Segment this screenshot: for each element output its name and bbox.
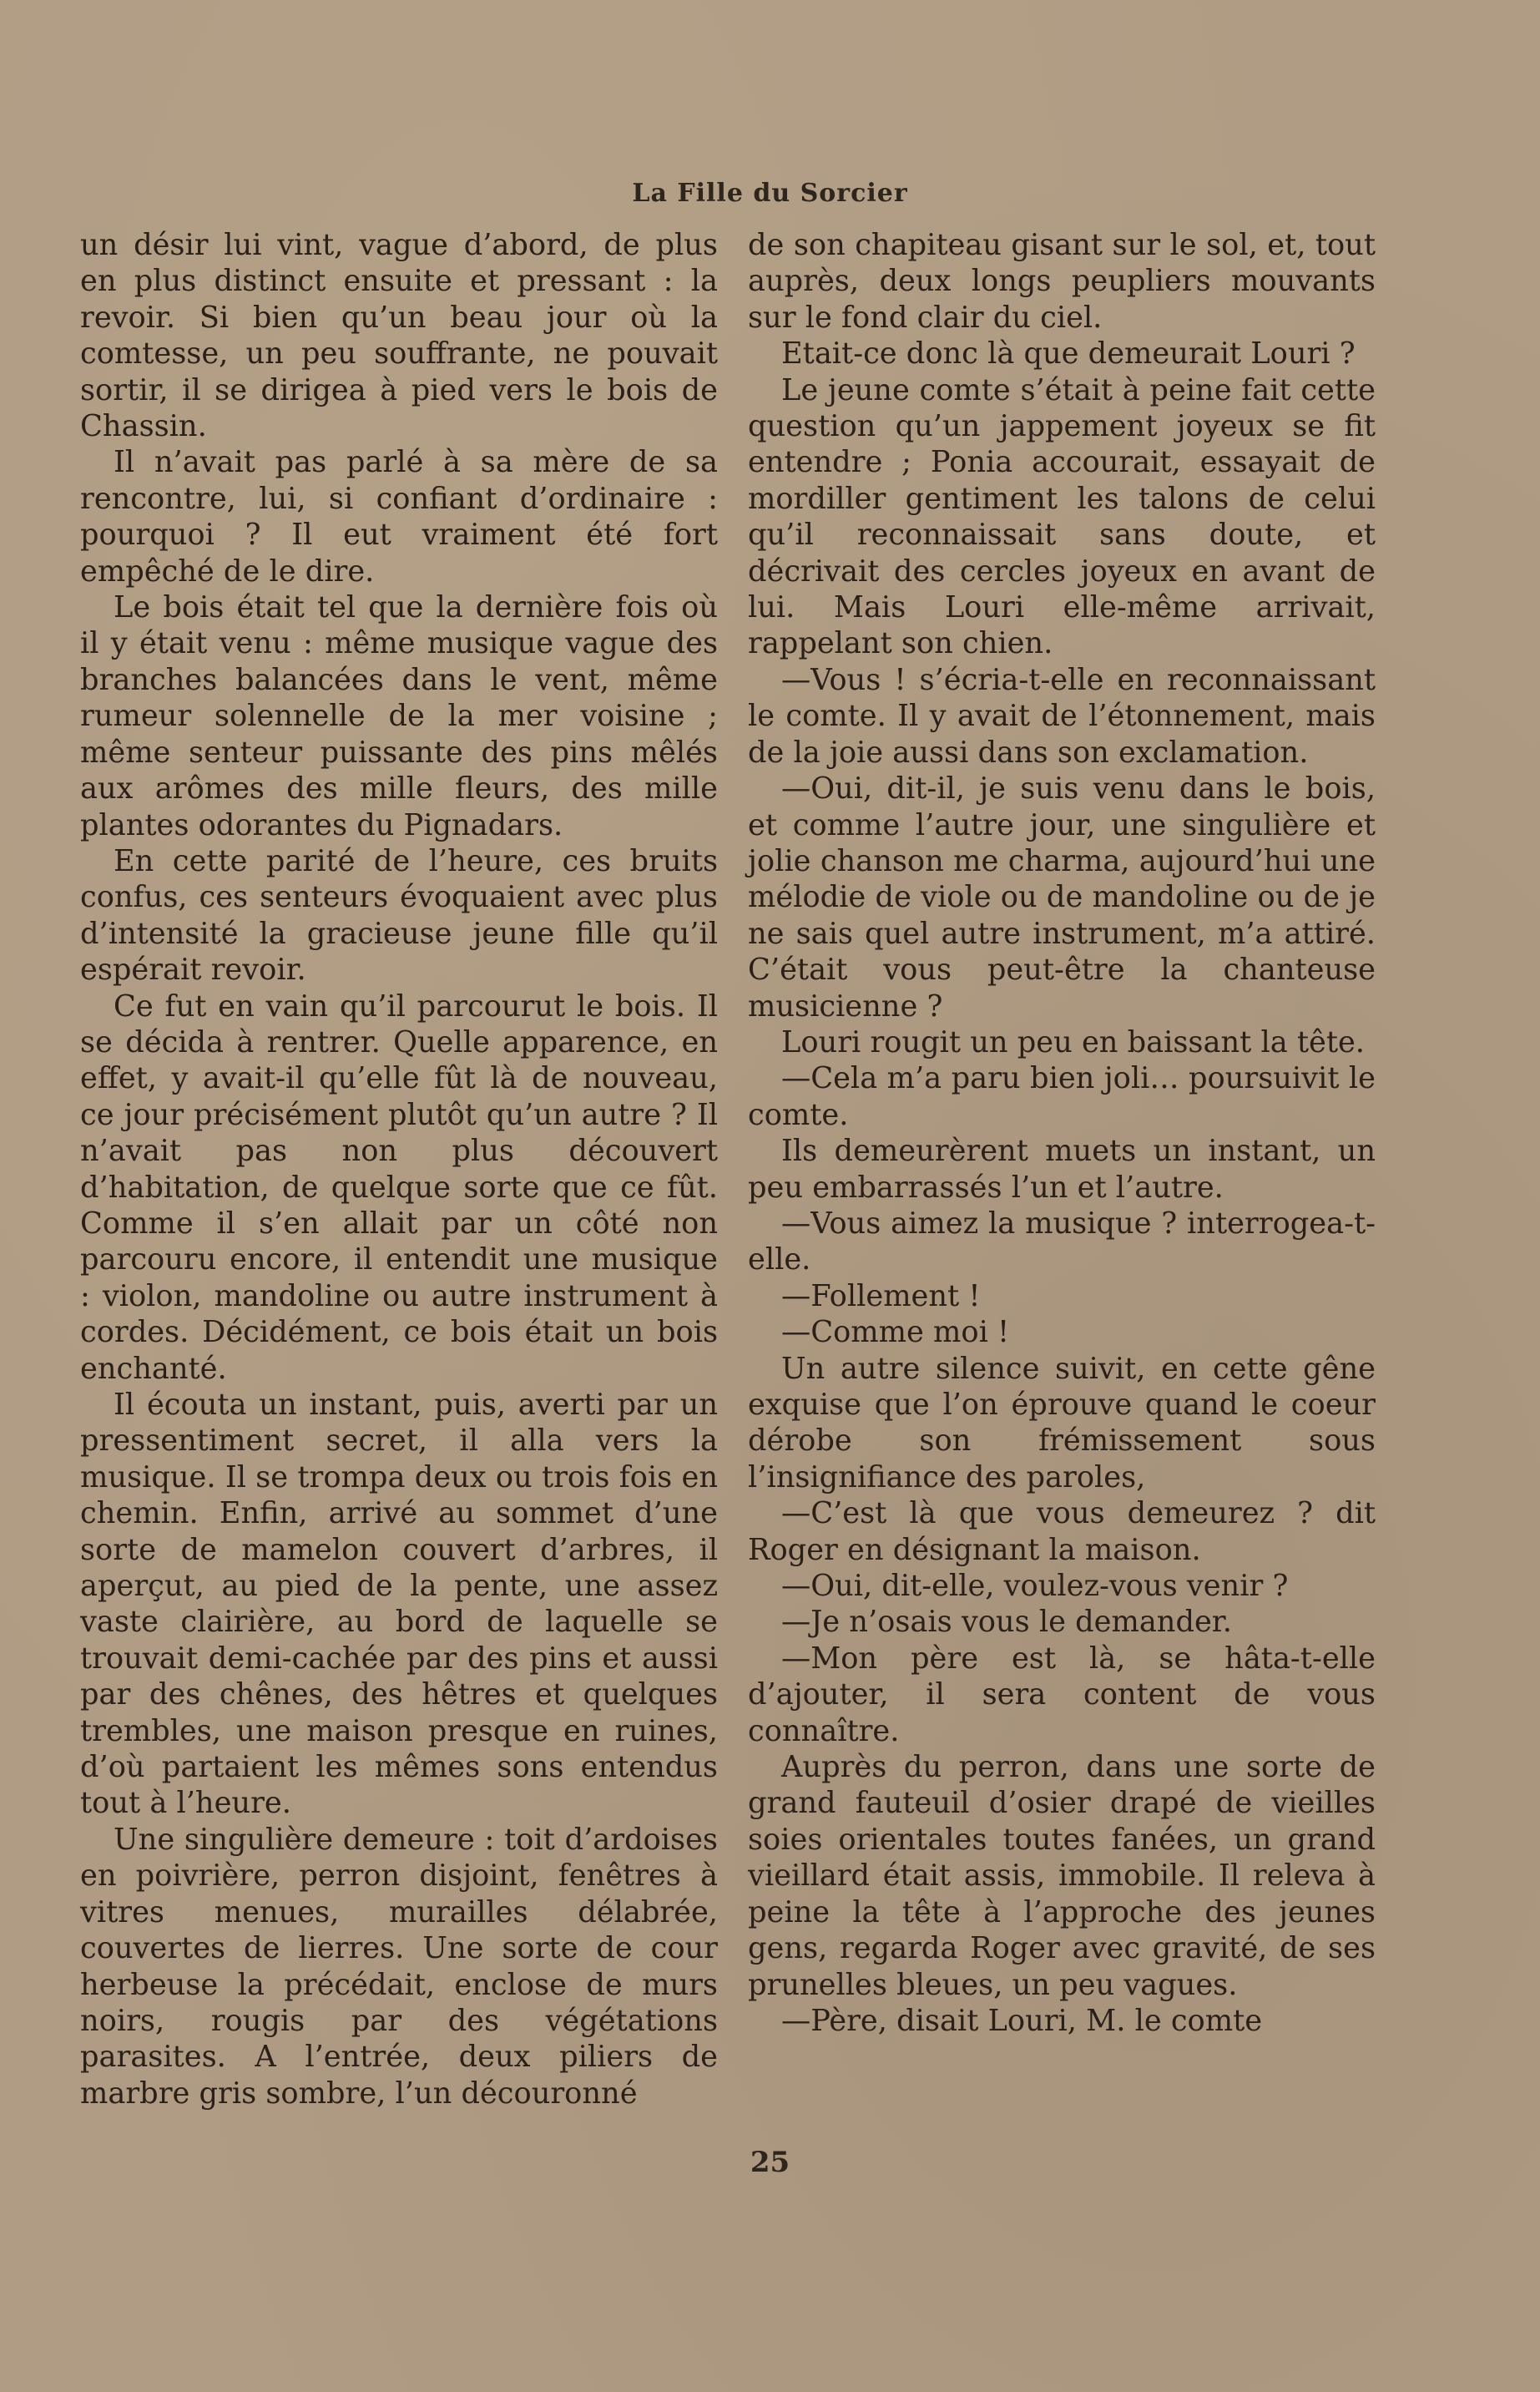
right-column [748,227,1376,2039]
paragraph: Le bois était tel que la dernière fois où il y était venu : même musique vague des branches balancées dans le vent, même rumeur solennelle de la mer voisine ; même senteur puissante des pins mêlés aux arômes des mille fleurs, des mille plantes odorantes du Pignadars. [80,590,718,842]
paragraph: En cette parité de l’heure, ces bruits confus, ces senteurs évoquaient avec plus d’intensité la gracieuse jeune fille qu’il espérait revoir. [80,843,718,988]
paragraph: Une singulière demeure : toit d’ardoises en poivrière, perron disjoint, fenêtres à vitres menues, murailles délabrée, couvertes de lierres. Une sorte de cour herbeuse la précédait, enclose de murs noirs, rougis par des végétations parasites. A l’entrée, deux piliers de marbre gris sombre, l’un découronné [80,1822,718,2111]
paragraph: —Oui, dit-elle, voulez-vous venir ? [781,1569,1289,1604]
paragraph: —Mon père est là, se hâta-t-elle d’ajouter, il sera content de vous connaître. [748,1641,1376,1748]
paragraph: Il n’avait pas parlé à sa mère de sa rencontre, lui, si confiant d’ordinaire : pourquoi ? Il eut vraiment été fort empêché de le dire. [80,445,718,589]
paragraph: —Vous aimez la musique ? interrogea-t-elle. [748,1206,1376,1277]
paragraph: Etait-ce donc là que demeurait Louri ? [781,336,1356,372]
paragraph: —Follement ! [781,1278,981,1313]
paragraph: Le jeune comte s’était à peine fait cette question qu’un jappement joyeux se fit entendre ; Ponia accourait, essayait de mordiller gentiment les talons de celui qu’il reconnaissait sans doute, et décrivait des cercles joyeux en avant de lui. Mais Louri elle-même arrivait, rappelant son chien. [748,372,1376,661]
paragraph: Ils demeurèrent muets un instant, un peu embarrassés l’un et l’autre. [748,1134,1376,1205]
paragraph: —Vous ! s’écria-t-elle en reconnaissant le comte. Il y avait de l’étonnement, mais de la joie aussi dans son exclamation. [748,662,1376,770]
paragraph: —Oui, dit-il, je suis venu dans le bois, et comme l’autre jour, une singulière et jolie chanson me charma, aujourd’hui une mélodie de viole ou de mandoline ou de je ne sais quel autre instrument, m’a attiré. C’était vous peut-être la chanteuse musicienne ? [748,771,1376,1024]
paragraph: Ce fut en vain qu’il parcourut le bois. Il se décida à rentrer. Quelle apparence, en effet, y avait-il qu’elle fût là de nouveau, ce jour précisément plutôt qu’un autre ? Il n’avait pas non plus découvert d’habitation, de quelque sorte que ce fût. Comme il s’en allait par un côté non parcouru encore, il entendit une musique : violon, mandoline ou autre instrument à cordes. Décidément, ce bois était un bois enchanté. [80,989,718,1386]
paragraph: de son chapiteau gisant sur le sol, et, tout auprès, deux longs peupliers mouvants sur le fond clair du ciel. [748,228,1376,335]
paragraph: —Cela m’a paru bien joli… poursuivit le comte. [748,1061,1376,1132]
paragraph: —C’est là que vous demeurez ? dit Roger en désignant la maison. [748,1496,1376,1567]
paragraph: un désir lui vint, vague d’abord, de plus en plus distinct ensuite et pressant : la revoir. Si bien qu’un beau jour où la comtesse, un peu souffrante, ne pouvait sortir, il se dirigea à pied vers le bois de Chassin. [80,228,718,444]
left-column [80,227,718,2111]
paragraph: Auprès du perron, dans une sorte de grand fauteuil d’osier drapé de vieilles soies orientales toutes fanées, un grand vieillard était assis, immobile. Il releva à peine la tête à l’approche des jeunes gens, regarda Roger avec gravité, de ses prunelles bleues, un peu vagues. [748,1750,1376,2002]
paragraph: —Je n’osais vous le demander. [781,1605,1232,1640]
paragraph: Un autre silence suivit, en cette gêne exquise que l’on éprouve quand le coeur dérobe son frémissement sous l’insignifiance des paroles, [748,1351,1376,1494]
paragraph: —Père, disait Louri, M. le comte [781,2003,1263,2038]
paragraph: —Comme moi ! [781,1315,1010,1350]
running-title: La Fille du Sorcier [632,179,908,208]
paragraph: Il écouta un instant, puis, averti par un pressentiment secret, il alla vers la musique. Il se trompa deux ou trois fois en chemin. Enfin, arrivé au sommet d’une sorte de mamelon couvert d’arbres, il aperçut, au pied de la pente, une assez vaste clairière, au bord de laquelle se trouvait demi-cachée par des pins et aussi par des chênes, des hêtres et quelques trembles, une maison presque en ruines, d’où partaient les mêmes sons entendus tout à l’heure. [80,1388,718,1821]
page-number: 25 [750,2146,790,2179]
paragraph: Louri rougit un peu en baissant la tête. [781,1024,1365,1059]
